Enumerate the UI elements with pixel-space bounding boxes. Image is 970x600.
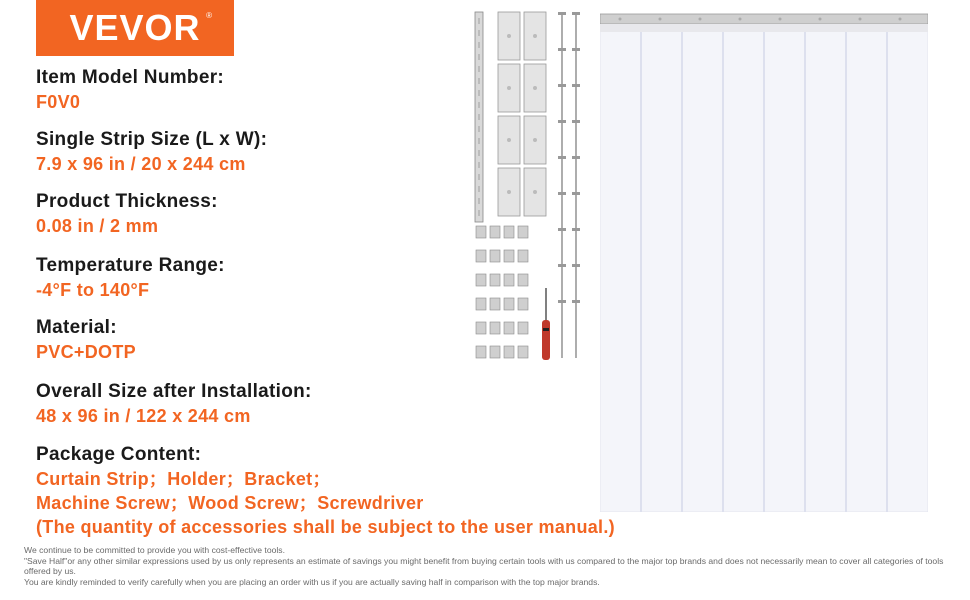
disclaimer [24,545,959,587]
spec-value: F0V0 [36,92,81,112]
spec-label: Single Strip Size (L x W): [36,129,268,150]
spec-label: Material: [36,317,117,338]
spec-label: Temperature Range: [36,255,225,276]
vevor-logo [36,0,234,56]
spec-temperature [36,254,225,302]
spec-value: 48 x 96 in / 122 x 244 cm [36,406,251,426]
spec-material [36,316,136,364]
spec-value: -4°F to 140°F [36,280,150,300]
disclaimer-line-3: You are kindly reminded to verify carefully when you are placing an order with us if you are actually saving half in comparison with the top major brands. [24,576,600,587]
package-note: (The quantity of accessories shall be subject to the user manual.) [36,517,615,537]
disclaimer-line-2: "Save Half"or any other similar expressions used by us only represents an estimate of savings you might benefit from buying certain tools with us compared to the major top brands and does not necessarily mean to cover all categories of tools offered by us. [24,555,944,576]
spec-thickness [36,190,218,238]
registered-mark: ® [206,11,212,20]
spec-label: Product Thickness: [36,191,218,212]
spec-label: Overall Size after Installation: [36,381,312,402]
spec-strip-size [36,128,267,176]
spec-value: 0.08 in / 2 mm [36,216,159,236]
package-label: Package Content: [36,444,202,465]
spec-label: Item Model Number: [36,67,225,88]
spec-package-content [36,443,615,539]
package-line-2: Machine Screw；Wood Screw；Screwdriver [36,493,424,513]
spec-model-number [36,66,224,114]
hardware-kit-icon [470,8,590,368]
disclaimer-line-1: We continue to be committed to provide you with cost-effective tools. [24,545,285,555]
strip-curtain-icon [600,12,928,512]
package-line-1: Curtain Strip；Holder；Bracket； [36,469,331,489]
strip-curtain-illustration [600,12,928,512]
hardware-kit-illustration [470,8,590,368]
spec-value: PVC+DOTP [36,342,136,362]
spec-overall-size [36,380,312,428]
logo-text: VEVOR [69,7,201,48]
spec-value: 7.9 x 96 in / 20 x 244 cm [36,154,246,174]
